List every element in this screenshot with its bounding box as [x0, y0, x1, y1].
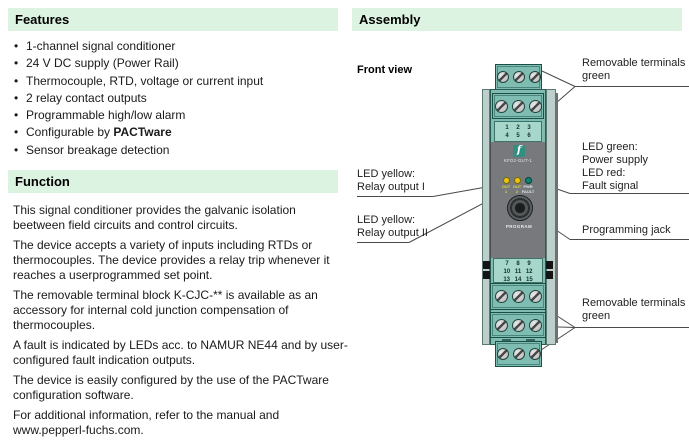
housing-shadow — [556, 93, 558, 343]
housing-rail-left — [482, 89, 490, 345]
function-paragraph: For additional information, refer to the manual and www.pepperl-fuchs.com. — [13, 408, 280, 437]
program-label: PROGRAM — [505, 224, 533, 229]
function-paragraph: The device is easily configured by the use of the PACTware configuration software. — [13, 373, 329, 402]
terminal-screw-icon — [529, 71, 541, 83]
mounting-clip — [546, 261, 553, 269]
led-relay-2-callout: LED yellow: Relay output II — [357, 214, 428, 239]
terminal-screw-icon — [495, 290, 508, 303]
terminal-screw-icon — [512, 290, 525, 303]
feature-item: • Thermocouple, RTD, voltage or current input — [13, 73, 343, 90]
terminal-block-top — [495, 64, 542, 90]
terminal-screw-icon — [529, 290, 542, 303]
terminal-screw-icon — [512, 319, 525, 332]
features-list — [13, 38, 343, 159]
front-view-label: Front view — [357, 64, 413, 76]
terminal-screw-icon — [529, 100, 542, 113]
led-status-callout: LED green: Power supply LED red: Fault signal — [582, 141, 649, 192]
led-relay-1-yellow — [503, 177, 510, 184]
led-relay-1-callout: LED yellow: Relay output I — [357, 168, 425, 193]
terminal-numbers-bottom: 7 8 9 10 11 12 13 14 15 — [493, 258, 543, 283]
terminal-screw-icon — [495, 319, 508, 332]
function-text — [13, 203, 349, 443]
function-paragraph: The removable terminal block K-CJC-** is available as an accessory for internal cold junction compensation of thermocouples. — [13, 288, 318, 332]
top-terminals-callout: Removable terminals green — [582, 57, 686, 82]
mounting-clip — [483, 261, 490, 269]
features-title: Features — [15, 12, 70, 27]
function-paragraph: The device accepts a variety of inputs including RTDs or thermocouples. The device provides a relay trip whenever it reaches a userprogrammed set point. — [13, 238, 330, 282]
led-label-out1: OUT 1 — [501, 184, 511, 194]
terminal-screw-icon — [513, 348, 525, 360]
feature-item: • 24 V DC supply (Power Rail) — [13, 55, 343, 72]
housing-rail-right — [546, 89, 556, 345]
terminal-block-lower-2 — [490, 312, 546, 338]
device-front-panel — [490, 142, 546, 258]
terminal-screw-icon — [529, 348, 541, 360]
feature-item: • 1-channel signal conditioner — [13, 38, 343, 55]
terminal-screw-icon — [513, 71, 525, 83]
terminal-screw-icon — [495, 100, 508, 113]
assembly-title: Assembly — [359, 12, 421, 27]
feature-item: • 2 relay contact outputs — [13, 90, 343, 107]
mounting-clip — [483, 271, 490, 279]
led-label-pwr-fault: PWR FAULT — [521, 184, 535, 194]
function-section-header — [8, 170, 338, 193]
bottom-terminals-callout: Removable terminals green — [582, 297, 686, 322]
feature-item: • Programmable high/low alarm — [13, 107, 343, 124]
device-model-label: KFD2-GUT-1 — [503, 158, 533, 163]
function-paragraph: A fault is indicated by LEDs acc. to NAMUR NE44 and by user-configured fault indication outputs. — [13, 338, 348, 367]
terminal-block-bottom — [495, 341, 542, 367]
function-paragraph: This signal conditioner provides the galvanic isolation beetween field circuits and control circuits. — [13, 203, 296, 232]
features-section-header — [8, 8, 338, 31]
pactware-bold: PACTware — [113, 125, 172, 140]
led-power-fault-green — [525, 177, 532, 184]
led-label-out2: OUT 2 — [512, 184, 522, 194]
terminal-block-upper — [492, 93, 544, 119]
assembly-diagram — [352, 31, 689, 444]
feature-item: • Sensor breakage detection — [13, 142, 343, 159]
programming-jack-callout: Programming jack — [582, 224, 671, 236]
terminal-screw-icon — [529, 319, 542, 332]
assembly-section-header — [352, 8, 682, 31]
feature-item: • Configurable by PACTware — [13, 124, 343, 141]
terminal-screw-icon — [497, 71, 509, 83]
pepperl-fuchs-logo-icon: f — [513, 145, 525, 157]
terminal-block-lower-1 — [490, 283, 546, 310]
programming-jack[interactable] — [507, 195, 533, 221]
terminal-screw-icon — [497, 348, 509, 360]
mounting-clip — [546, 271, 553, 279]
led-relay-2-yellow — [514, 177, 521, 184]
function-title: Function — [15, 174, 70, 189]
terminal-numbers-top: 1 2 3 4 5 6 — [494, 121, 542, 142]
terminal-screw-icon — [512, 100, 525, 113]
